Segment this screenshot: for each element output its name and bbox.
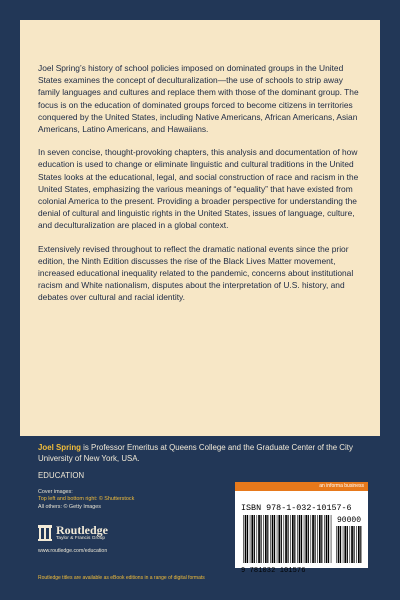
barcode-bar xyxy=(351,526,353,563)
barcode-panel xyxy=(235,491,368,575)
barcode-bar xyxy=(267,515,268,563)
barcode-bar xyxy=(347,526,348,563)
barcode-bar xyxy=(277,515,278,563)
publisher-subtitle: Taylor & Francis Group xyxy=(56,536,106,541)
barcode-bar xyxy=(344,526,346,563)
barcode-bar xyxy=(261,515,262,563)
barcode-bar xyxy=(284,515,285,563)
ebook-footnote: Routledge titles are available as eBook editions in a range of digital formats xyxy=(38,575,205,581)
credits-title: Cover images: xyxy=(38,489,73,495)
barcode-bar xyxy=(251,515,253,563)
credits-line-1: Top left and bottom right: © Shutterstock xyxy=(38,496,135,503)
barcode-bar xyxy=(336,526,337,563)
barcode-bar xyxy=(247,515,248,563)
routledge-temple-icon xyxy=(38,525,52,541)
barcode-bar xyxy=(331,515,332,563)
barcode-bar xyxy=(315,515,316,563)
barcode-bar xyxy=(290,515,291,563)
informa-badge xyxy=(235,482,368,491)
author-bio-text: is Professor Emeritus at Queens College and the Graduate Center of the City University of New York, USA. xyxy=(38,443,353,463)
barcode-bar xyxy=(311,515,312,563)
barcode-bar xyxy=(299,515,301,563)
barcode-bar xyxy=(326,515,328,563)
description-text xyxy=(38,62,365,315)
barcode-number: 9 781032 101576 xyxy=(241,567,306,575)
barcode-bar xyxy=(324,515,325,563)
barcode-bar xyxy=(304,515,305,563)
barcode-bar xyxy=(305,515,307,563)
barcode-bar xyxy=(301,515,302,563)
barcode-bar xyxy=(317,515,318,563)
barcode-bar xyxy=(285,515,287,563)
barcode-bar xyxy=(343,526,344,563)
description-paragraph-1: Joel Spring’s history of school policies imposed on dominated groups in the United States examines the concept of deculturalization—the use of schools to strip away family languages and cultures and replace them with those of the dominant group. The focus is on the education of dominated groups forced to become citizens in territories conquered by the United States, including Native Americans, African Americans, Asian Americans, Latino Americans, and Hawaiians. xyxy=(38,63,359,135)
barcode-bar xyxy=(294,515,295,563)
author-name: Joel Spring xyxy=(38,443,81,452)
informa-badge-text: an informa business xyxy=(319,483,364,489)
barcode-bar xyxy=(258,515,260,563)
barcode-bar xyxy=(270,515,271,563)
publisher-website: www.routledge.com/education xyxy=(38,548,108,554)
isbn-barcode-block xyxy=(235,482,368,575)
barcode-bar xyxy=(288,515,289,563)
publisher-logo xyxy=(38,521,108,545)
barcode-bar xyxy=(308,515,309,563)
barcode-bar xyxy=(245,515,247,563)
credits-line-2: All others: © Getty Images xyxy=(38,503,101,510)
barcode-bar xyxy=(281,515,282,563)
barcode-bar xyxy=(274,515,275,563)
price-code: 90000 xyxy=(337,516,362,525)
barcode-bar xyxy=(319,515,321,563)
barcode-bar xyxy=(250,515,251,563)
barcode-bar xyxy=(356,526,357,563)
barcode-bar xyxy=(354,526,355,563)
subject-category: EDUCATION xyxy=(38,471,85,480)
barcode-bar xyxy=(265,515,267,563)
barcode-bar xyxy=(254,515,255,563)
description-paragraph-3: Extensively revised throughout to reflect the dramatic national events since the prior edition, the Ninth Edition discusses the rise of the Black Lives Matter movement, increased educational inequality related to the pandemic, concerns about institutional racism and White nationalism, disputes about the interpretation of U.S. history, and debates over cultural and racial identity. xyxy=(38,243,354,303)
cover-image-credits xyxy=(38,489,134,511)
barcode-bar xyxy=(263,515,264,563)
description-paragraph-2: In seven concise, thought-provoking chapters, this analysis and documentation of how education is used to change or eliminate linguistic and cultural traditions in the United States looks at the educational, legal, and social construction of race and racism in the United States, emphasizing the various meanings of “equality” that have existed from colonial America to the present. Providing a broader perspective for understanding the denial of cultural and linguistic rights in the United States, issues of language, culture, and deculturalization are placed in a global context. xyxy=(38,147,359,231)
barcode-bar xyxy=(358,526,360,563)
barcode-bar xyxy=(350,526,351,563)
author-bio xyxy=(38,442,368,464)
isbn-number: ISBN 978-1-032-10157-6 xyxy=(241,503,352,513)
barcode-bar xyxy=(340,526,341,563)
barcode-bar xyxy=(312,515,314,563)
barcode-bar xyxy=(360,526,361,563)
barcode-bar xyxy=(278,515,280,563)
barcode-bar xyxy=(328,515,329,563)
publisher-name: Routledge xyxy=(56,523,108,537)
barcode-bar xyxy=(243,515,244,563)
barcode-bar xyxy=(338,526,340,563)
barcode-bar xyxy=(321,515,322,563)
barcode-bar xyxy=(257,515,258,563)
barcode-bar xyxy=(292,515,294,563)
barcode-bar xyxy=(297,515,298,563)
barcode-bar xyxy=(272,515,274,563)
